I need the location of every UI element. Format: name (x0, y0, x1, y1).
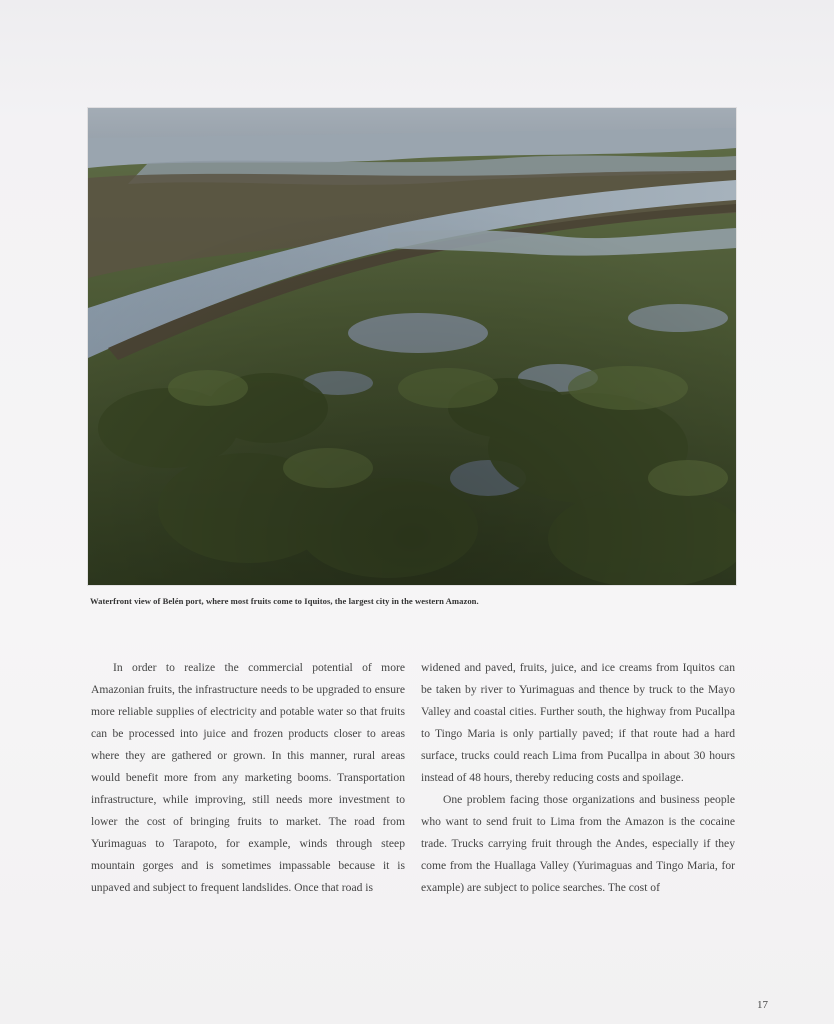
page-number: 17 (757, 999, 768, 1011)
text-column-right (421, 657, 735, 899)
aerial-photo-illustration (88, 108, 736, 585)
body-paragraph: In order to realize the commercial potential of more Amazonian fruits, the infrastructure needs to be upgraded to ensure more reliable supplies of electricity and potable water so that fruits can be processed into juice and frozen products closer to areas where they are gathered or grown. In this manner, rural areas would benefit more from any marketing booms. Transportation infrastructure, while improving, still needs more investment to lower the cost of bringing fruits to market. The road from Yurimaguas to Tarapoto, for example, winds through steep mountain gorges and is sometimes impassable because it is unpaved and subject to frequent landslides. Once that road is (91, 661, 405, 894)
body-paragraph-continued: widened and paved, fruits, juice, and ice creams from Iquitos can be taken by river to Yurimaguas and thence by truck to the Mayo Valley and coastal cities. Further south, the highway from Pucallpa to Tingo Maria is only partially paved; if that route had a hard surface, trucks could reach Lima from Pucallpa in about 30 hours instead of 48 hours, thereby reducing costs and spoilage. (421, 661, 735, 784)
text-column-left (91, 657, 405, 899)
body-paragraph: One problem facing those organizations and business people who want to send fruit to Lima from the Amazon is the cocaine trade. Trucks carrying fruit through the Andes, especially if they come from the Huallaga Valley (Yurimaguas and Tingo Maria, for example) are subject to police searches. The cost of (421, 793, 735, 894)
photo-caption: Waterfront view of Belén port, where most fruits come to Iquitos, the largest city in the western Amazon. (90, 596, 479, 606)
aerial-photo-belen-port (88, 108, 736, 585)
